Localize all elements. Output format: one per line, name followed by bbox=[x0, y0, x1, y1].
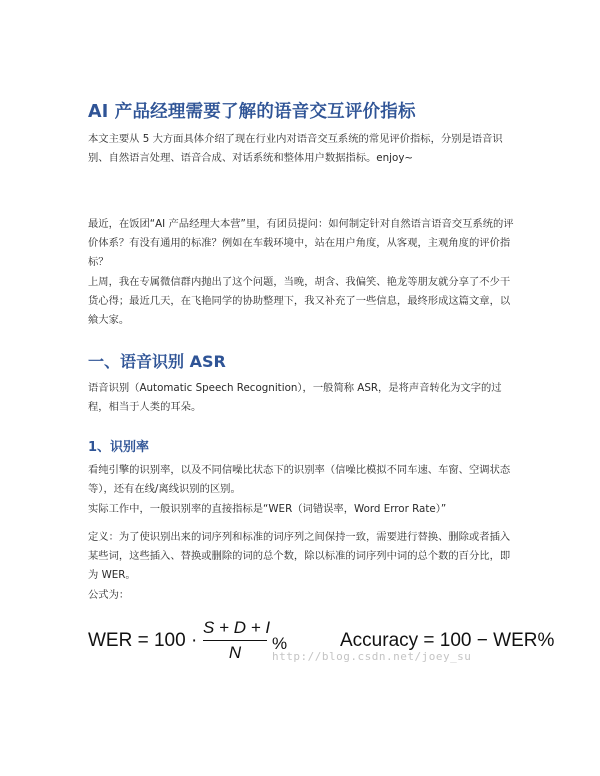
fraction-bar bbox=[203, 640, 267, 641]
formula-label: 公式为： bbox=[88, 589, 130, 601]
page-title: AI 产品经理需要了解的语音交互评价指标 bbox=[88, 102, 416, 122]
paragraph-2: 上周，我在专属微信群内抛出了这个问题，当晚，胡含、我偏笑、艳龙等朋友就分享了不少干货心得；最近几天，在飞艳同学的协助整理下，我又补充了一些信息，最终形成这篇文章，以飨大家。 bbox=[88, 276, 511, 326]
wer-intro-text: 实际工作中，一般识别率的直接指标是“WER（词错误率，Word Error Rate）” bbox=[88, 503, 447, 515]
formula-fraction bbox=[203, 618, 271, 663]
formula-accuracy: Accuracy = 100 − WER% bbox=[340, 630, 555, 651]
paragraph-1: 最近，在饭团“AI 产品经理大本营”里，有团员提问：如何制定针对自然语言语音交互系统的评价体系？有没有通用的标准？例如在车载环境中，站在用户角度，从客观，主观角度的评价指标？ bbox=[88, 218, 514, 268]
formula-percent: % bbox=[272, 634, 288, 653]
recognition-rate-text: 看纯引擎的识别率，以及不同信噪比状态下的识别率（信噪比模拟不同车速、车窗、空调状态等），还有在线/离线识别的区别。 bbox=[88, 464, 511, 495]
section-asr-text: 语音识别（Automatic Speech Recognition），一般简称 ASR，是将声音转化为文字的过程，相当于人类的耳朵。 bbox=[88, 382, 502, 413]
wer-definition-text: 定义：为了使识别出来的词序列和标准的词序列之间保持一致，需要进行替换、删除或者插入某些词，这些插入、替换或删除的词的总个数，除以标准的词序列中词的总个数的百分比，即为 WER。 bbox=[88, 531, 511, 581]
subsection-heading-recognition-rate: 1、识别率 bbox=[88, 440, 150, 455]
formula-numerator: S + D + I bbox=[203, 618, 271, 637]
formula-left: WER = 100 · bbox=[88, 630, 198, 651]
section-heading-asr: 一、语音识别 ASR bbox=[88, 352, 226, 371]
watermark: http://blog.csdn.net/joey_su bbox=[272, 650, 472, 663]
intro-paragraph: 本文主要从 5 大方面具体介绍了现在行业内对语音交互系统的常见评价指标，分别是语音识别、自然语言处理、语音合成、对话系统和整体用户数据指标。enjoy~ bbox=[88, 133, 503, 164]
formula-denominator: N bbox=[228, 643, 242, 662]
